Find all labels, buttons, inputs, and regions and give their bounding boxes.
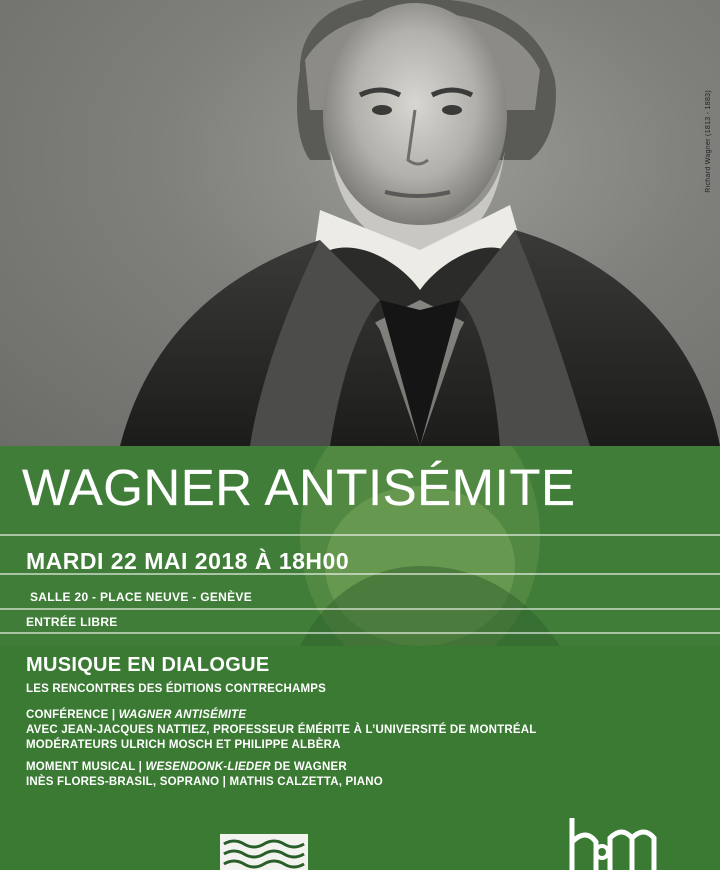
moderators: MODÉRATEURS ULRICH MOSCH ET PHILIPPE ALBÈRA — [26, 739, 341, 751]
series-title: MUSIQUE EN DIALOGUE — [26, 654, 270, 676]
conference-line — [26, 709, 246, 721]
musical-work: WESENDONK-LIEDER — [145, 761, 271, 773]
event-location: SALLE 20 - PLACE NEUVE - GENÈVE — [30, 590, 253, 604]
musical-moment-line — [26, 761, 347, 773]
contrechamps-logo-mark — [220, 834, 308, 870]
series-subtitle: LES RENCONTRES DES ÉDITIONS CONTRECHAMPS — [26, 683, 326, 695]
conference-label: CONFÉRENCE | — [26, 709, 119, 721]
conference-title: WAGNER ANTISÉMITE — [118, 709, 247, 721]
conference-speaker: AVEC JEAN-JACQUES NATTIEZ, PROFESSEUR ÉMÉRITE À L’UNIVERSITÉ DE MONTRÉAL — [26, 724, 537, 736]
hem-logo — [566, 812, 686, 870]
hem-logo-mark — [566, 812, 686, 870]
photo-credit: Richard Wagner (1813 - 1883) — [705, 90, 712, 193]
event-date: MARDI 22 MAI 2018 À 18H00 — [26, 548, 350, 574]
event-title: WAGNER ANTISÉMITE — [22, 459, 576, 516]
musical-label: MOMENT MUSICAL | — [26, 761, 146, 773]
entry-info: ENTRÉE LIBRE — [26, 615, 118, 629]
stripe — [0, 632, 720, 634]
musical-composer: DE WAGNER — [270, 761, 347, 773]
stripe — [0, 608, 720, 610]
performers: INÈS FLORES-BRASIL, SOPRANO | MATHIS CALZETTA, PIANO — [26, 776, 383, 788]
contrechamps-logo — [220, 834, 308, 870]
stripe — [0, 534, 720, 536]
